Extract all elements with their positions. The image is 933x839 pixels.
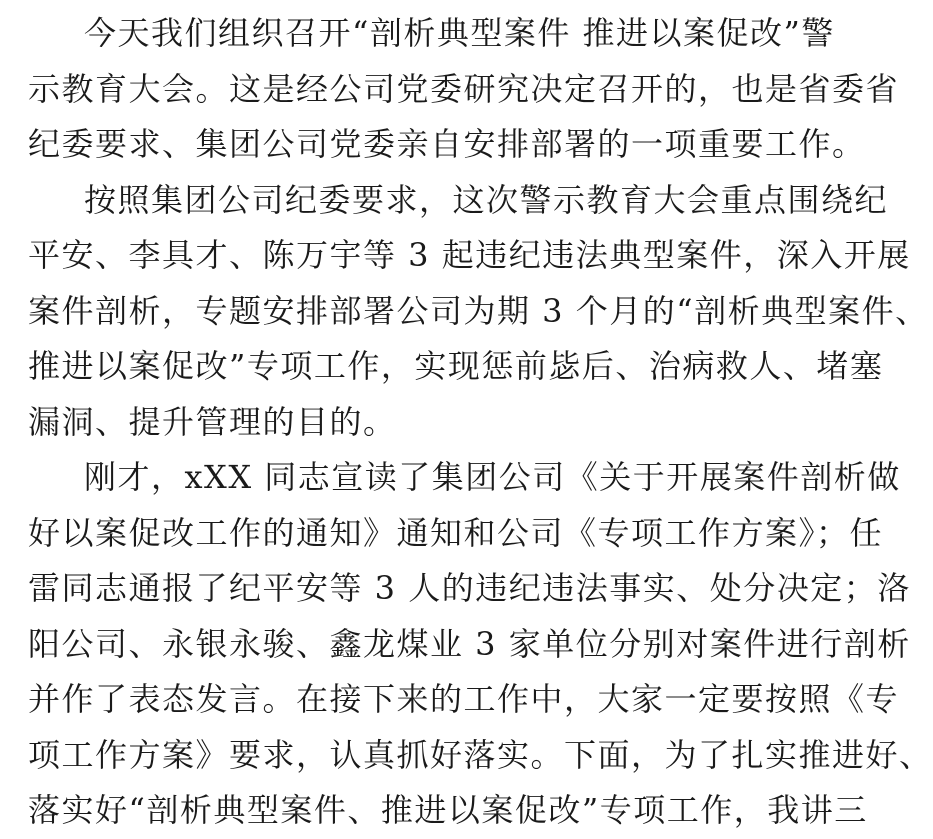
text-line-15: 落实好“剖析典型案件、推进以案促改”专项工作，我讲三 xyxy=(28,791,868,829)
text-line-14: 项工作方案》要求，认真抓好落实。下面，为了扎实推进好、 xyxy=(28,735,933,774)
text-line-12: 阳公司、永银永骏、鑫龙煤业 3 家单位分别对案件进行剖析 xyxy=(28,624,911,663)
text-line-3: 纪委要求、集团公司党委亲自安排部署的一项重要工作。 xyxy=(28,125,866,163)
text-line-2: 示教育大会。这是经公司党委研究决定召开的，也是省委省 xyxy=(28,69,900,108)
text-line-5: 平安、李具才、陈万宇等 3 起违纪违法典型案件，深入开展 xyxy=(28,236,911,274)
text-line-4: 按照集团公司纪委要求，这次警示教育大会重点围绕纪 xyxy=(84,180,889,219)
text-line-11: 雷同志通报了纪平安等 3 人的违纪违法事实、处分决定；洛 xyxy=(28,569,911,607)
text-line-6: 案件剖析，专题安排部署公司为期 3 个月的“剖析典型案件、 xyxy=(28,291,929,330)
text-line-9: 刚才，xXX 同志宣读了集团公司《关于开展案件剖析做 xyxy=(84,458,901,496)
text-line-1: 今天我们组织召开“剖析典型案件 推进以案促改”警 xyxy=(84,14,835,52)
text-line-13: 并作了表态发言。在接下来的工作中，大家一定要按照《专 xyxy=(28,680,900,718)
document-body xyxy=(28,6,933,839)
text-line-7: 推进以案促改”专项工作，实现惩前毖后、治病救人、堵塞 xyxy=(28,347,884,385)
text-line-8: 漏洞、提升管理的目的。 xyxy=(28,402,397,441)
text-line-10: 好以案促改工作的通知》通知和公司《专项工作方案》；任 xyxy=(28,513,884,552)
